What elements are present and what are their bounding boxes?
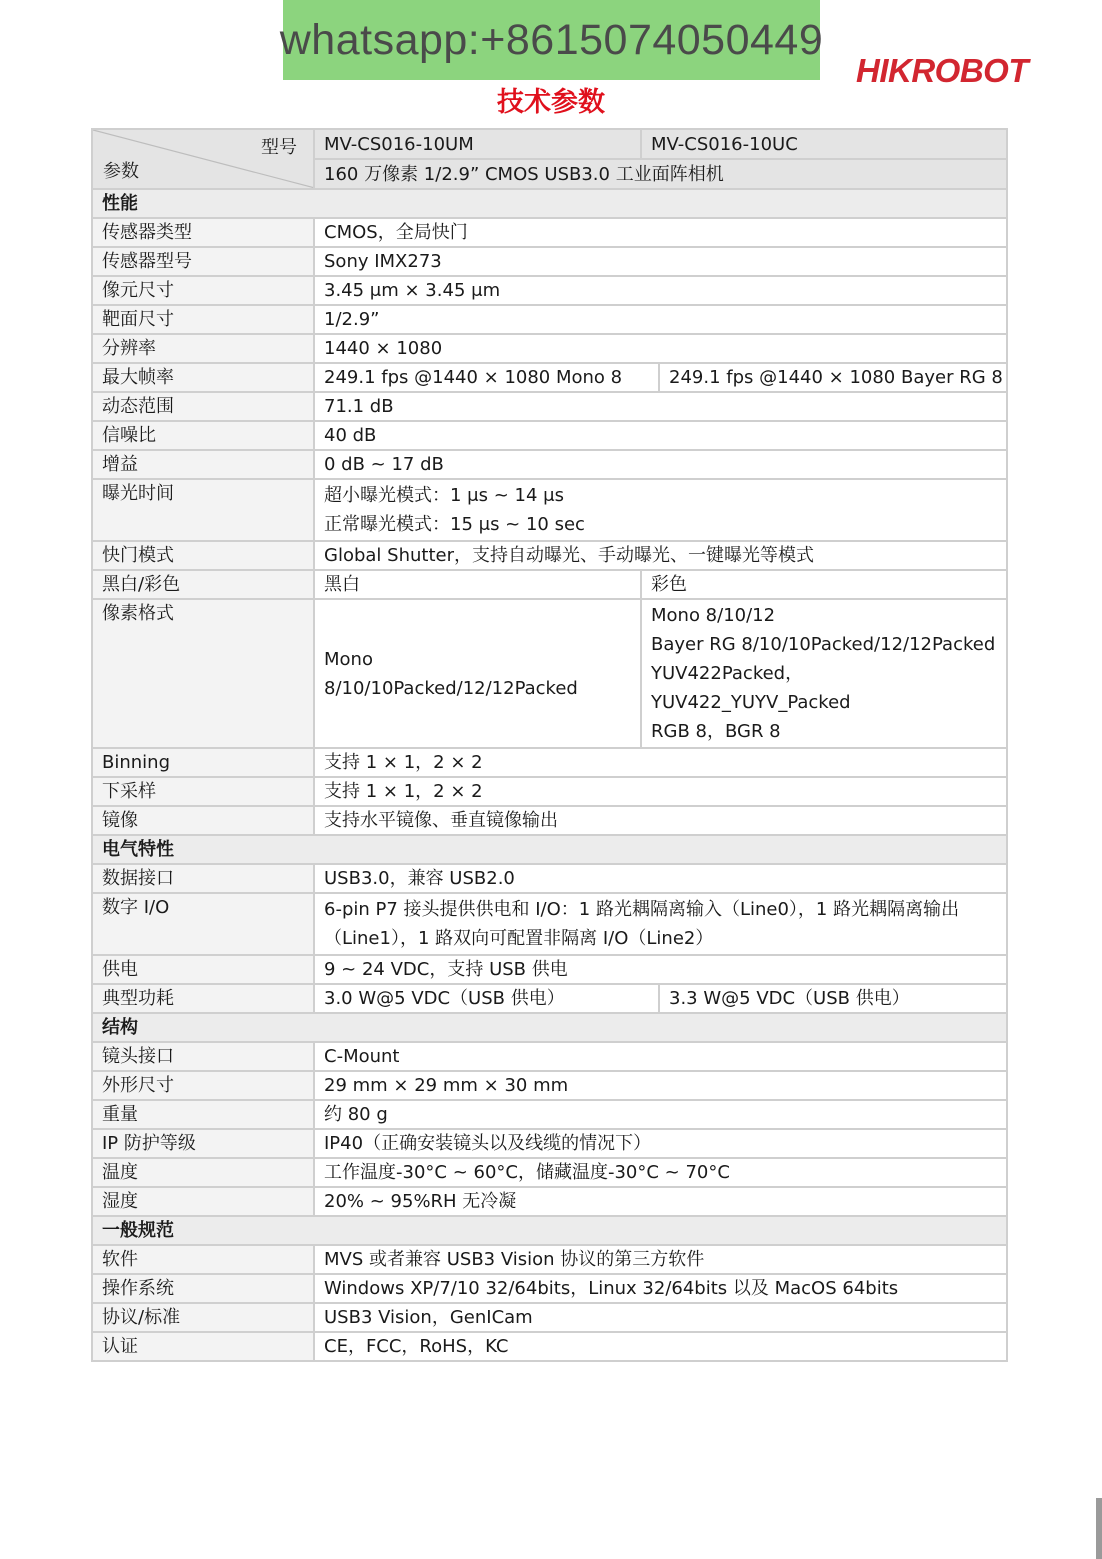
table-row (92, 955, 1007, 984)
row-label: Binning (92, 748, 314, 777)
row-label: 协议/标准 (92, 1303, 314, 1332)
section-row-general (92, 1216, 1007, 1245)
whatsapp-banner (279, 0, 824, 80)
row-value-mono (314, 599, 641, 748)
row-label: 传感器类型 (92, 218, 314, 247)
row-value-color: 249.1 fps @1440 × 1080 Bayer RG 8 (659, 363, 1007, 392)
pixel-format-color-line: RGB 8，BGR 8 (651, 721, 781, 742)
pixel-format-mono-line-2: 8/10/10Packed/12/12Packed (324, 677, 578, 699)
row-label: 典型功耗 (92, 984, 314, 1013)
table-row (92, 541, 1007, 570)
pixel-format-color-line: YUV422Packed， (651, 663, 804, 684)
row-value: 71.1 dB (314, 392, 1007, 421)
row-value: Sony IMX273 (314, 247, 1007, 276)
row-label: IP 防护等级 (92, 1129, 314, 1158)
row-value: IP40（正确安装镜头以及线缆的情况下） (314, 1129, 1007, 1158)
row-value: 支持 1 × 1，2 × 2 (314, 777, 1007, 806)
table-row (92, 479, 1007, 541)
row-label: 认证 (92, 1332, 314, 1361)
row-label: 外形尺寸 (92, 1071, 314, 1100)
row-value (314, 893, 1007, 955)
table-row (92, 1274, 1007, 1303)
param-key-label: 参数 (103, 161, 139, 182)
row-label: 靶面尺寸 (92, 305, 314, 334)
whatsapp-banner-text: whatsapp:+8615074050449 (279, 15, 824, 64)
row-value-color (641, 599, 1007, 748)
model-color-cell: MV-CS016-10UC (641, 129, 1007, 159)
row-value: 9 ~ 24 VDC，支持 USB 供电 (314, 955, 1007, 984)
exposure-line-2: 正常曝光模式：15 μs ~ 10 sec (324, 514, 585, 535)
row-value-color: 3.3 W@5 VDC（USB 供电） (659, 984, 1007, 1013)
table-row (92, 1245, 1007, 1274)
table-row (92, 1100, 1007, 1129)
row-label: 下采样 (92, 777, 314, 806)
row-value: USB3 Vision，GenICam (314, 1303, 1007, 1332)
row-label: 温度 (92, 1158, 314, 1187)
table-row (92, 450, 1007, 479)
table-row (92, 777, 1007, 806)
row-value: 40 dB (314, 421, 1007, 450)
model-description-cell: 160 万像素 1/2.9” CMOS USB3.0 工业面阵相机 (314, 159, 1007, 189)
pixel-format-color-line: Mono 8/10/12 (651, 605, 776, 626)
row-value (314, 479, 1007, 541)
model-mono-cell: MV-CS016-10UM (314, 129, 641, 159)
table-row (92, 1042, 1007, 1071)
row-value: CE，FCC，RoHS，KC (314, 1332, 1007, 1361)
row-value: MVS 或者兼容 USB3 Vision 协议的第三方软件 (314, 1245, 1007, 1274)
row-label: 像元尺寸 (92, 276, 314, 305)
row-label: 传感器型号 (92, 247, 314, 276)
digital-io-line-2: （Line1），1 路双向可配置非隔离 I/O（Line2） (324, 928, 714, 949)
row-value-mono: 249.1 fps @1440 × 1080 Mono 8 (314, 363, 659, 392)
page-title: 技术参数 (497, 87, 605, 118)
section-title: 性能 (92, 189, 1007, 218)
pixel-format-mono-line-1: Mono (324, 648, 373, 670)
row-value: CMOS，全局快门 (314, 218, 1007, 247)
table-row (92, 893, 1007, 955)
row-label: 曝光时间 (92, 479, 314, 541)
row-label: 增益 (92, 450, 314, 479)
table-header-row (92, 129, 1007, 159)
row-label: 动态范围 (92, 392, 314, 421)
table-row (92, 305, 1007, 334)
table-row (92, 1158, 1007, 1187)
row-label: 快门模式 (92, 541, 314, 570)
row-value: 20% ~ 95%RH 无冷凝 (314, 1187, 1007, 1216)
row-label: 黑白/彩色 (92, 570, 314, 599)
table-row (92, 218, 1007, 247)
digital-io-line-1: 6-pin P7 接头提供供电和 I/O：1 路光耦隔离输入（Line0），1 路光耦隔离输出 (324, 899, 960, 920)
row-label: 软件 (92, 1245, 314, 1274)
section-row-electrical (92, 835, 1007, 864)
row-label: 操作系统 (92, 1274, 314, 1303)
row-value: USB3.0，兼容 USB2.0 (314, 864, 1007, 893)
row-value-color: 彩色 (641, 570, 1007, 599)
row-label: 数据接口 (92, 864, 314, 893)
table-row (92, 599, 1007, 748)
row-label: 重量 (92, 1100, 314, 1129)
pixel-format-color-line: Bayer RG 8/10/10Packed/12/12Packed (651, 634, 996, 655)
row-label: 数字 I/O (92, 893, 314, 955)
row-value: 3.45 μm × 3.45 μm (314, 276, 1007, 305)
row-value: 支持水平镜像、垂直镜像输出 (314, 806, 1007, 835)
section-row-performance (92, 189, 1007, 218)
row-label: 镜像 (92, 806, 314, 835)
row-value: 支持 1 × 1，2 × 2 (314, 748, 1007, 777)
row-value: 约 80 g (314, 1100, 1007, 1129)
row-label: 像素格式 (92, 599, 314, 748)
spec-table (91, 128, 1008, 1362)
table-row (92, 247, 1007, 276)
table-row (92, 1303, 1007, 1332)
row-value: Global Shutter，支持自动曝光、手动曝光、一键曝光等模式 (314, 541, 1007, 570)
table-row (92, 748, 1007, 777)
table-row (92, 276, 1007, 305)
header-diagonal-cell (92, 129, 314, 189)
section-title: 结构 (92, 1013, 1007, 1042)
row-label: 镜头接口 (92, 1042, 314, 1071)
model-key-label: 型号 (261, 137, 297, 158)
row-label: 供电 (92, 955, 314, 984)
table-row (92, 392, 1007, 421)
section-row-structure (92, 1013, 1007, 1042)
table-row (92, 570, 1007, 599)
row-value: 0 dB ~ 17 dB (314, 450, 1007, 479)
page-edge-scrollbar[interactable] (1096, 1498, 1102, 1559)
row-value: C-Mount (314, 1042, 1007, 1071)
exposure-line-1: 超小曝光模式：1 μs ~ 14 μs (324, 485, 564, 506)
row-value-mono: 黑白 (314, 570, 641, 599)
table-row (92, 1071, 1007, 1100)
row-label: 最大帧率 (92, 363, 314, 392)
row-label: 湿度 (92, 1187, 314, 1216)
table-row (92, 1332, 1007, 1361)
table-row (92, 1187, 1007, 1216)
hikrobot-logo: HIKROBOT (856, 52, 1028, 89)
row-value: 1/2.9” (314, 305, 1007, 334)
row-value: 1440 × 1080 (314, 334, 1007, 363)
row-value: 29 mm × 29 mm × 30 mm (314, 1071, 1007, 1100)
table-row (92, 806, 1007, 835)
row-value: Windows XP/7/10 32/64bits，Linux 32/64bits 以及 MacOS 64bits (314, 1274, 1007, 1303)
row-label: 信噪比 (92, 421, 314, 450)
section-title: 电气特性 (92, 835, 1007, 864)
table-row (92, 864, 1007, 893)
table-row (92, 1129, 1007, 1158)
row-label: 分辨率 (92, 334, 314, 363)
row-value-mono: 3.0 W@5 VDC（USB 供电） (314, 984, 659, 1013)
table-row (92, 984, 1007, 1013)
row-value: 工作温度-30°C ~ 60°C，储藏温度-30°C ~ 70°C (314, 1158, 1007, 1187)
table-row (92, 363, 1007, 392)
table-row (92, 421, 1007, 450)
section-title: 一般规范 (92, 1216, 1007, 1245)
pixel-format-color-line: YUV422_YUYV_Packed (651, 692, 851, 713)
table-row (92, 334, 1007, 363)
